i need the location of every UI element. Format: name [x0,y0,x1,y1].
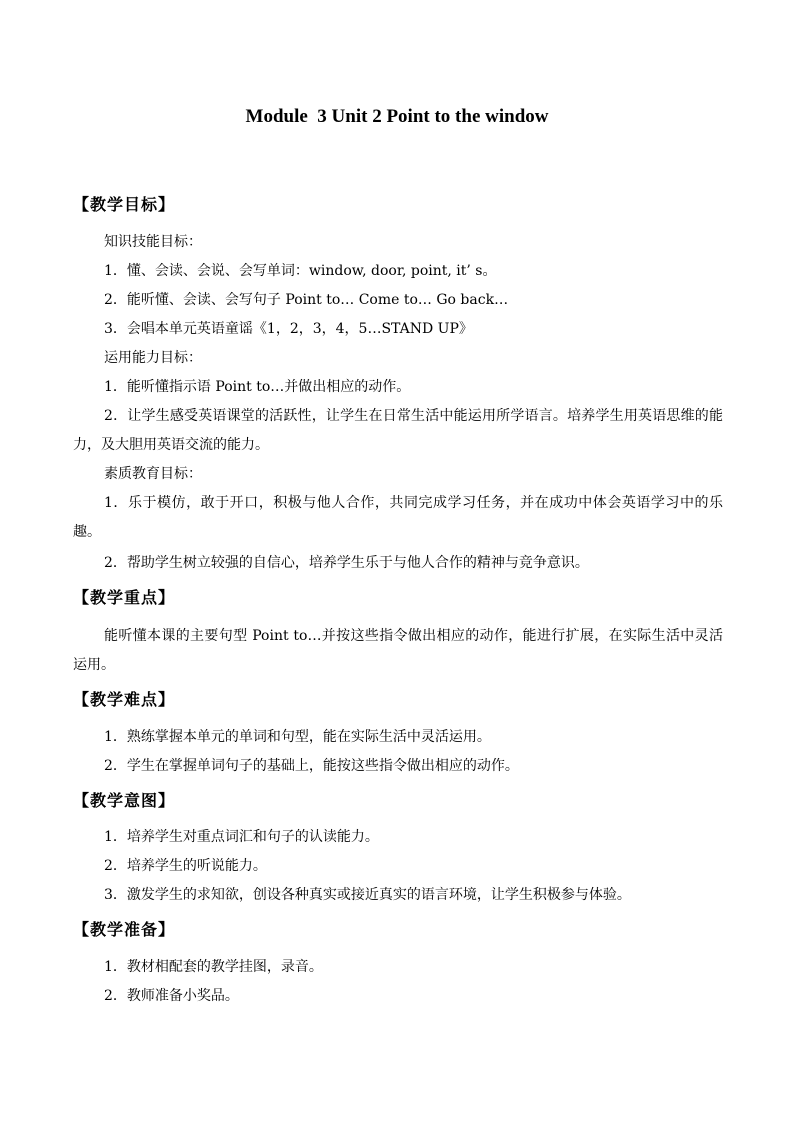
ability-label: 运用能力目标： [104,350,202,366]
knowledge-item-1: 1．懂、会读、会说、会写单词：window, door, point, it’ s。 [104,263,497,279]
ability-item-2: 2．让学生感受英语课堂的活跃性，让学生在日常生活中能运用所学语言。培养学生用英语思维的能力，及大胆用英语交流的能力。 [73,408,723,453]
key-points-text: 能听懂本课的主要句型 Point to…并按这些指令做出相应的动作，能进行扩展，在实际生活中灵活运用。 [73,628,723,673]
preparation-item-1: 1．教材相配套的教学挂图，录音。 [104,959,323,975]
section-heading-preparation: 【教学准备】 [73,920,176,939]
quality-label: 素质教育目标： [104,466,202,482]
knowledge-item-3: 3．会唱本单元英语童谣《1，2，3，4，5…STAND UP》 [104,321,473,337]
knowledge-label: 知识技能目标： [104,234,202,250]
intention-item-1: 1．培养学生对重点词汇和句子的认读能力。 [104,829,379,845]
difficulty-item-2: 2．学生在掌握单词句子的基础上，能按这些指令做出相应的动作。 [104,758,519,774]
ability-item-1: 1．能听懂指示语 Point to…并做出相应的动作。 [104,379,411,395]
intention-item-3: 3．激发学生的求知欲，创设各种真实或接近真实的语言环境，让学生积极参与体验。 [104,887,631,903]
preparation-item-2: 2．教师准备小奖品。 [104,988,239,1004]
section-heading-key-points: 【教学重点】 [73,588,176,607]
section-heading-intentions: 【教学意图】 [73,791,176,810]
intention-item-2: 2．培养学生的听说能力。 [104,858,267,874]
section-heading-difficulties: 【教学难点】 [73,690,176,709]
document-title: Module 3 Unit 2 Point to the window [245,106,549,127]
difficulty-item-1: 1．熟练掌握本单元的单词和句型，能在实际生活中灵活运用。 [104,729,491,745]
section-heading-teaching-objectives: 【教学目标】 [73,195,176,214]
knowledge-item-2: 2．能听懂、会读、会写句子 Point to… Come to… Go back… [104,292,509,308]
quality-item-2: 2．帮助学生树立较强的自信心，培养学生乐于与他人合作的精神与竞争意识。 [104,555,589,571]
quality-item-1: 1．乐于模仿，敢于开口，积极与他人合作，共同完成学习任务，并在成功中体会英语学习中的乐趣。 [73,495,723,540]
